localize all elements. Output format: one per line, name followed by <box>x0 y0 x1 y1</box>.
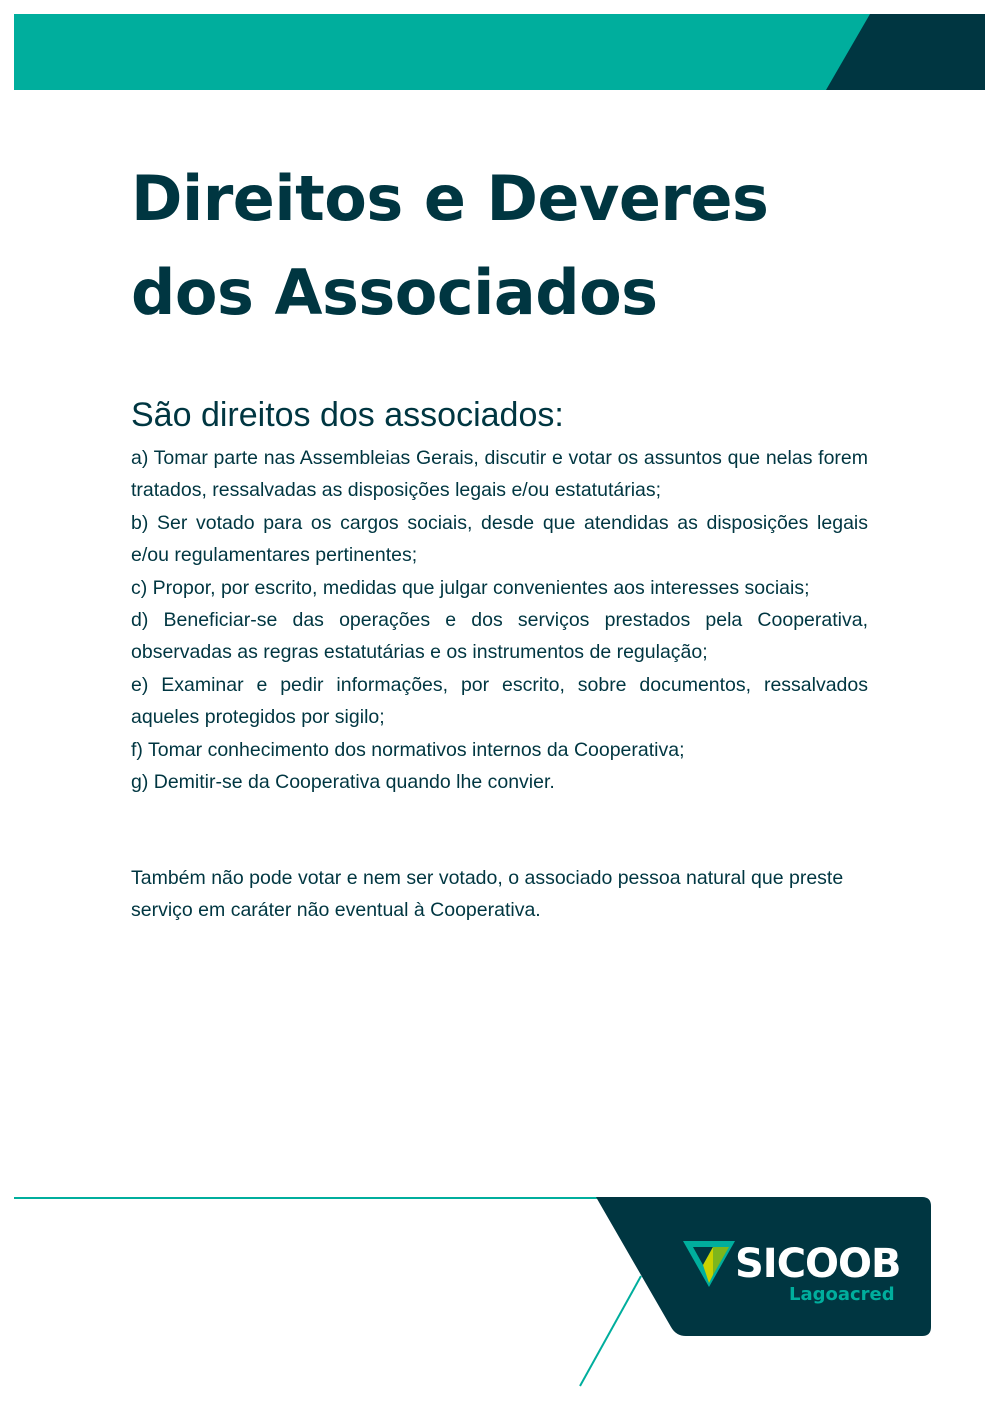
page-title-line-1: Direitos e Deveres <box>131 162 769 235</box>
page-title-line-2: dos Associados <box>131 256 658 329</box>
rights-list <box>131 442 868 798</box>
list-item: a) Tomar parte nas Assembleias Gerais, discutir e votar os assuntos que nelas forem tratados, ressalvadas as disposições legais e/ou estatutárias; <box>131 447 868 502</box>
list-item: e) Examinar e pedir informações, por escrito, sobre documentos, ressalvados aqueles protegidos por sigilo; <box>131 673 868 729</box>
note-paragraph: Também não pode votar e nem ser votado, o associado pessoa natural que preste serviço em caráter não eventual à Cooperativa. <box>131 867 844 922</box>
sicoob-logo <box>683 1238 901 1308</box>
header-band <box>14 14 985 90</box>
page-title <box>131 152 891 340</box>
list-item: d) Beneficiar-se das operações e dos serviços prestados pela Cooperativa, observadas as regras estatutárias e os instrumentos de regulação; <box>131 609 868 664</box>
logo-subtitle-text: Lagoacred <box>789 1284 895 1305</box>
logo-brand-text: SICOOB <box>735 1241 901 1287</box>
list-item: c) Propor, por escrito, medidas que julgar convenientes aos interesses sociais; <box>131 576 810 599</box>
list-item: g) Demitir-se da Cooperativa quando lhe convier. <box>131 771 555 794</box>
list-item: b) Ser votado para os cargos sociais, desde que atendidas as disposições legais e/ou regulamentares pertinentes; <box>131 511 868 567</box>
section-heading: São direitos dos associados: <box>131 396 564 434</box>
list-item: f) Tomar conhecimento dos normativos internos da Cooperativa; <box>131 738 685 761</box>
sicoob-triangle-icon <box>683 1241 735 1287</box>
